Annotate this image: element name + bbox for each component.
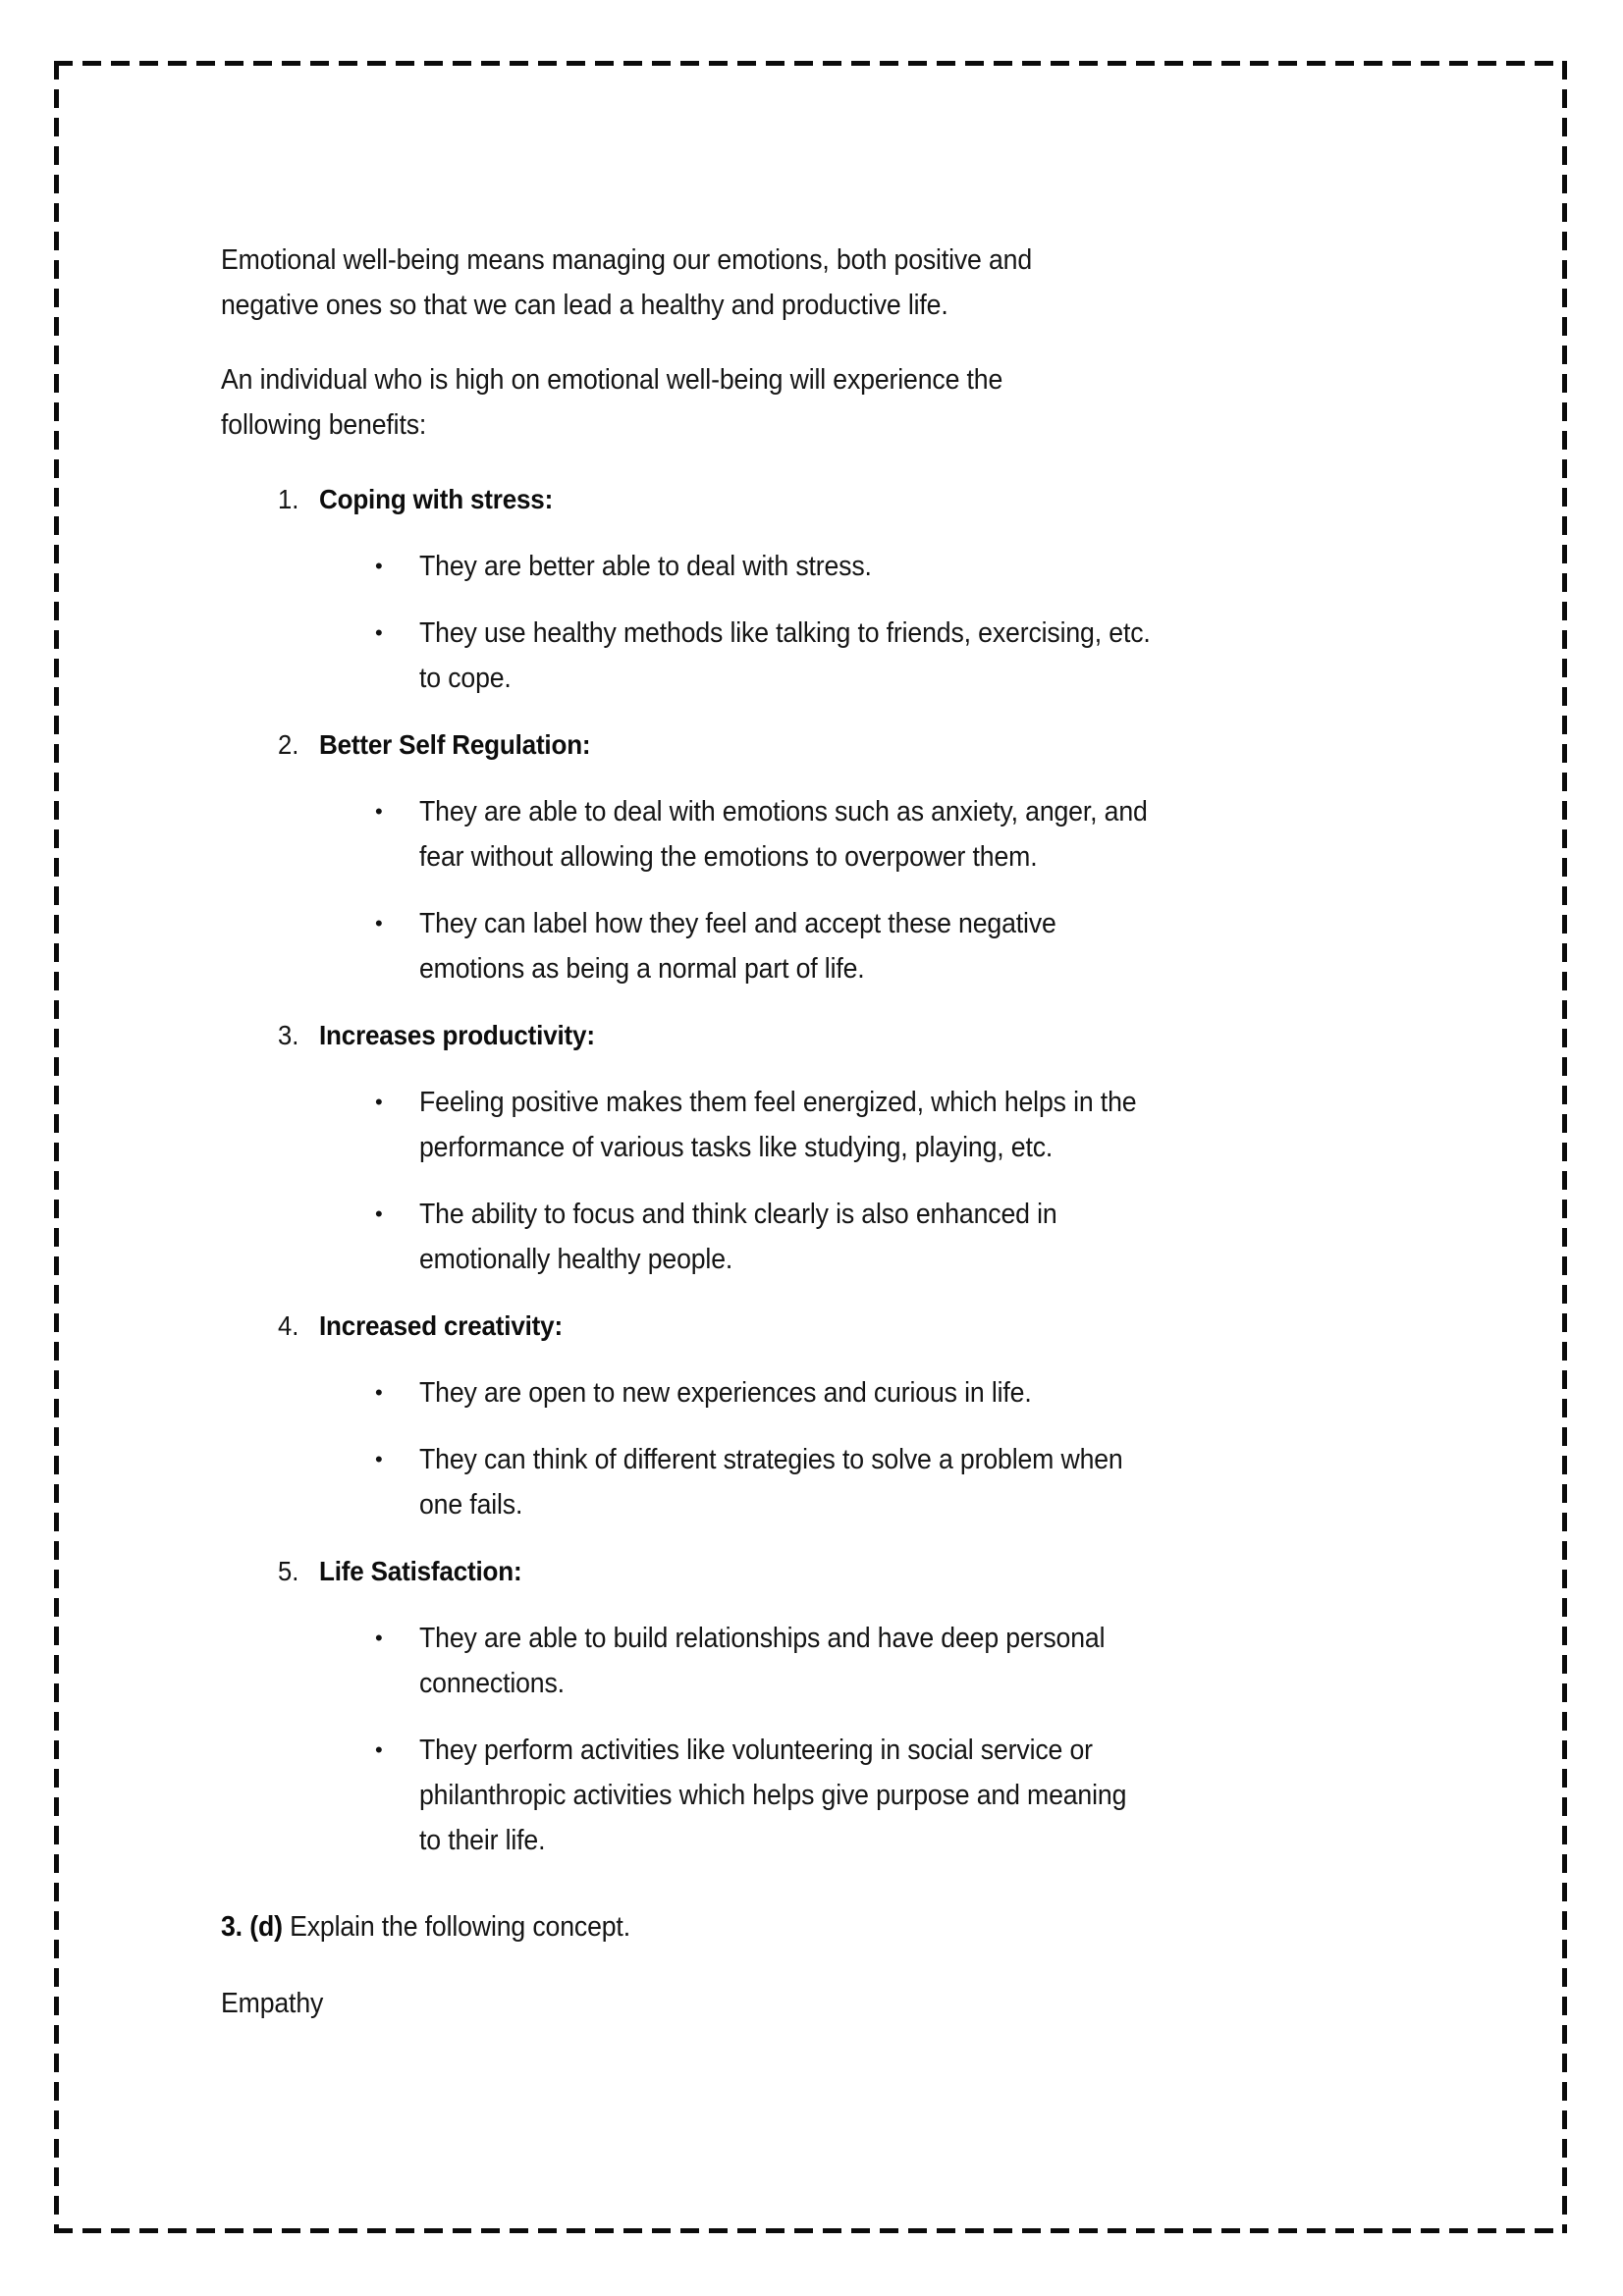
benefit-point-text: The ability to focus and think clearly is also enhanced in emotionally healthy people.	[419, 1199, 1057, 1275]
benefit-number-2: 2.	[278, 729, 299, 760]
benefit-points-2	[221, 789, 1380, 991]
bullet-icon: •	[375, 911, 383, 935]
bullet-icon: •	[375, 1090, 383, 1114]
benefit-title-2: Better Self Regulation:	[319, 729, 591, 760]
benefit-item-4	[221, 1304, 1380, 1527]
bullet-icon: •	[375, 1447, 383, 1471]
bullet-icon: •	[375, 554, 383, 578]
intro-paragraph-2: An individual who is high on emotional well-being will experience the following benefits:	[221, 364, 1003, 441]
benefit-points-1	[221, 544, 1380, 701]
list-item	[371, 544, 1380, 589]
list-item	[371, 1080, 1380, 1170]
benefit-point-text: Feeling positive makes them feel energized, which helps in the performance of various tasks like studying, playing, etc.	[419, 1087, 1137, 1163]
benefit-number-4: 4.	[278, 1310, 299, 1341]
benefit-point-text: They can label how they feel and accept these negative emotions as being a normal part of life.	[419, 908, 1056, 985]
benefit-heading-5	[278, 1549, 1380, 1594]
document-body	[221, 238, 1380, 2055]
bullet-icon: •	[375, 1737, 383, 1762]
benefit-heading-3	[278, 1013, 1380, 1058]
benefit-title-3: Increases productivity:	[319, 1020, 595, 1050]
benefit-title-5: Life Satisfaction:	[319, 1556, 522, 1586]
list-item	[371, 1370, 1380, 1415]
benefit-point-text: They use healthy methods like talking to friends, exercising, etc. to cope.	[419, 617, 1151, 694]
benefit-title-1: Coping with stress:	[319, 484, 554, 514]
question-number-label: 3. (d)	[221, 1911, 283, 1943]
benefit-heading-1	[278, 477, 1380, 522]
list-item	[371, 1728, 1380, 1863]
border-left-edge	[54, 61, 59, 2233]
benefit-title-4: Increased creativity:	[319, 1310, 563, 1341]
benefit-point-text: They can think of different strategies to solve a problem when one fails.	[419, 1444, 1123, 1521]
benefit-point-text: They are able to deal with emotions such as anxiety, anger, and fear without allowing the emotions to overpower them.	[419, 796, 1148, 873]
bullet-icon: •	[375, 620, 383, 645]
border-bottom-edge	[54, 2228, 1567, 2233]
border-top-edge	[54, 61, 1567, 66]
benefit-points-5	[221, 1616, 1380, 1863]
list-item	[371, 1192, 1380, 1282]
benefit-heading-4	[278, 1304, 1380, 1349]
benefit-number-1: 1.	[278, 484, 299, 514]
benefit-point-text: They are able to build relationships and have deep personal connections.	[419, 1623, 1106, 1699]
closing-question-line	[221, 1904, 1304, 1949]
list-item	[371, 1437, 1380, 1527]
bullet-icon: •	[375, 799, 383, 824]
benefit-points-4	[221, 1370, 1380, 1527]
bullet-icon: •	[375, 1626, 383, 1650]
benefit-item-3	[221, 1013, 1380, 1282]
border-right-edge	[1562, 61, 1567, 2233]
concept-term: Empathy	[221, 1988, 324, 2019]
benefits-numbered-list	[221, 477, 1380, 1863]
benefit-point-text: They are open to new experiences and curious in life.	[419, 1377, 1032, 1409]
benefit-item-5	[221, 1549, 1380, 1863]
bullet-icon: •	[375, 1201, 383, 1226]
benefit-point-text: They are better able to deal with stress.	[419, 551, 872, 582]
question-text: Explain the following concept.	[290, 1911, 630, 1943]
benefit-item-1	[221, 477, 1380, 701]
list-item	[371, 1616, 1380, 1706]
benefit-item-2	[221, 722, 1380, 991]
benefit-number-5: 5.	[278, 1556, 299, 1586]
benefit-points-3	[221, 1080, 1380, 1282]
list-item	[371, 901, 1380, 991]
list-item	[371, 611, 1380, 701]
list-item	[371, 789, 1380, 880]
benefit-number-3: 3.	[278, 1020, 299, 1050]
bullet-icon: •	[375, 1380, 383, 1405]
benefit-point-text: They perform activities like volunteering in social service or philanthropic activities which helps give purpose and meaning to their life.	[419, 1735, 1127, 1856]
intro-paragraph-1: Emotional well-being means managing our emotions, both positive and negative ones so that we can lead a healthy and productive life.	[221, 244, 1033, 321]
benefit-heading-2	[278, 722, 1380, 768]
